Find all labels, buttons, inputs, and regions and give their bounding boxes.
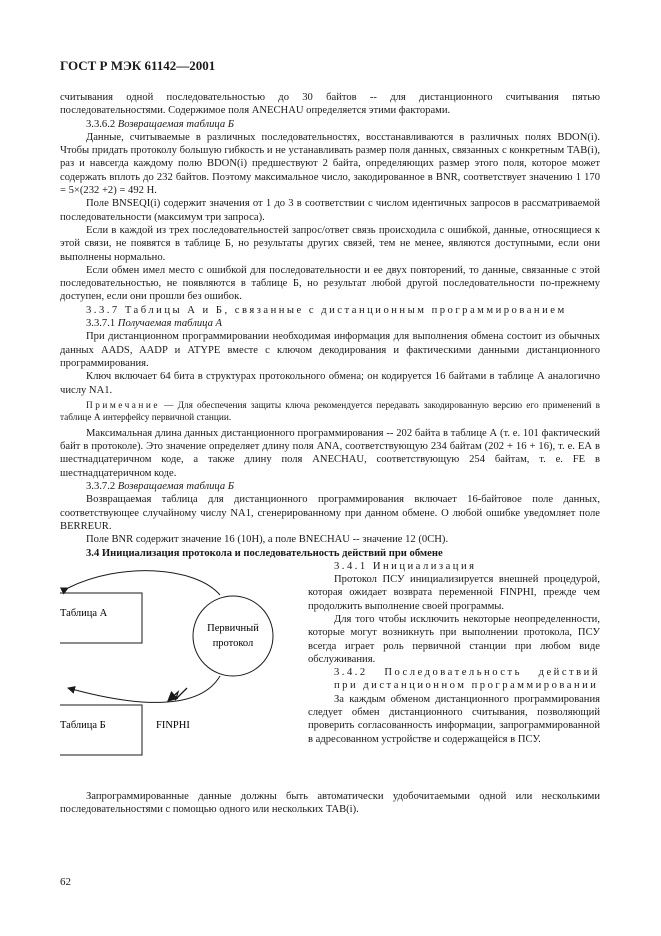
protocol-diagram: [60, 560, 296, 790]
paragraph: Для того чтобы исключить некоторые неопределенности, которые могут возникнуть при выполнении протокола, ПСУ всегда играет роль первичной станции при любом виде обслуживания.: [308, 613, 600, 665]
paragraph: Поле BNSEQI(i) содержит значения от 1 до 3 в соответствии с числом идентичных запросов в рассматриваемой последовательности (максимум три запроса).: [60, 198, 600, 223]
paragraph: Данные, считываемые в различных последовательностях, восстанавливаются в различных полях BDON(i). Чтобы придать протоколу большую гибкость и не устанавливать размер поля данных, связанных с конкретным TAB(i), раз и навсегда каждому полю BDON(i) предшествуют 2 байта, определяющих размер этого поля, которое может содержать вплоть до 232 байтов. Поэтому максимальное число, закодированное в BNR, соответствует значению 1 170 = 5×(232 +2) = 492 Н.: [60, 131, 600, 197]
section-heading-3371: 3.3.7.1 Получаемая таблица А: [86, 318, 222, 330]
diagram-svg: [60, 560, 296, 790]
paragraph: Если обмен имел место с ошибкой для последовательности и ее двух повторений, то данные, связанные с этой последовательностью, не появляются в таблице Б, но результат любой другой последовательности по-прежнему доступен, если они прошли без ошибок.: [60, 264, 600, 303]
note: Примечание — Для обеспечения защиты ключа рекомендуется передавать закодированную версию его применений в таблице А интерфейсу первичной станции.: [60, 400, 600, 423]
paragraph: За каждым обменом дистанционного программирования следует обмен дистанционного считывания, позволяющий проверить согласованность информации, запрограммированной в адресованном устройстве и содержащейся в ПСУ.: [308, 693, 600, 745]
arrow-bottom: [68, 676, 220, 702]
page-number: 62: [60, 876, 71, 888]
paragraph: Если в каждой из трех последовательностей запрос/ответ связь происходила с ошибкой, данные, относящиеся к этой связи, не появятся в таблице Б, но результаты других связей, тем не менее, являются доступными, если они выполнены нормально.: [60, 224, 600, 263]
table-a-label: Таблица А: [60, 607, 108, 619]
body-text: [60, 91, 600, 816]
section-heading-3372: 3.3.7.2 Возвращаемая таблица Б: [86, 481, 235, 493]
paragraph: Поле BNR содержит значение 16 (10Н), а поле BNECHAU -- значение 12 (0CH).: [86, 534, 449, 546]
finphi-lightning-icon: [168, 688, 187, 701]
table-b-label: Таблица Б: [60, 719, 106, 731]
paragraph: Максимальная длина данных дистанционного программирования -- 202 байта в таблице А (т. е. 101 фактический байт в протоколе). Это значение определяет длину поля ANA, соответствующую 234 байтам (202 + 16 + 16), т. е. ЕА в шестнадцатеричном коде, а также длину поля ANECHAU, соответствующую 254 байтам, т. е. FE в шестнадцатеричном коде.: [60, 427, 600, 479]
paragraph: Ключ включает 64 бита в структурах протокольного обмена; он кодируется 16 байтами в таблице А аналогично числу NA1.: [60, 371, 600, 396]
document-header: ГОСТ Р МЭК 61142—2001: [60, 58, 216, 73]
paragraph: Протокол ПСУ инициализируется внешней процедурой, которая ожидает возврата переменной FINPHI, прежде чем продолжить выполнение своей программы.: [308, 574, 600, 612]
section-heading-341: 3.4.1 Инициализация: [334, 560, 477, 572]
section-heading-337: 3.3.7 Таблицы А и Б, связанные с дистанционным программированием: [86, 304, 567, 316]
section-heading-342: 3.4.2 Последовательность действий при дистанционном программировании: [334, 667, 600, 692]
paragraph: считывания одной последовательностью до 30 байтов -- для дистанционного считывания пятью последовательностями. Содержимое поля ANECHAU определяется этими факторами.: [60, 92, 600, 117]
section-heading-34: 3.4 Инициализация протокола и последовательность действий при обмене: [86, 547, 443, 559]
paragraph: При дистанционном программировании необходимая информация для выполнения обмена состоит из обычных данных AADS, AADP и ATYPE вместе с ключом декодирования и фактическими данными дистанционного программирования.: [60, 331, 600, 369]
circle-label-line2: протокол: [212, 637, 254, 649]
diagram-and-text: [60, 560, 600, 790]
right-column: [308, 560, 600, 790]
primary-protocol-circle: [193, 596, 273, 676]
section-heading-3362: 3.3.6.2 Возвращаемая таблица Б: [86, 118, 235, 130]
paragraph: Запрограммированные данные должны быть автоматически удобочитаемыми одной или несколькими последовательностями с помощью одного или нескольких TAB(i).: [60, 790, 600, 816]
circle-label-line1: Первичный: [207, 622, 259, 634]
finphi-label: FINPHI: [156, 719, 190, 731]
arrow-top: [68, 570, 220, 594]
paragraph: Возвращаемая таблица для дистанционного программирования включает 16-байтовое поле данных, соответствующее случайному числу NA1, сгенерированному при данном обмене. О любой ошибке уведомляет поле BERREUR.: [60, 494, 600, 532]
